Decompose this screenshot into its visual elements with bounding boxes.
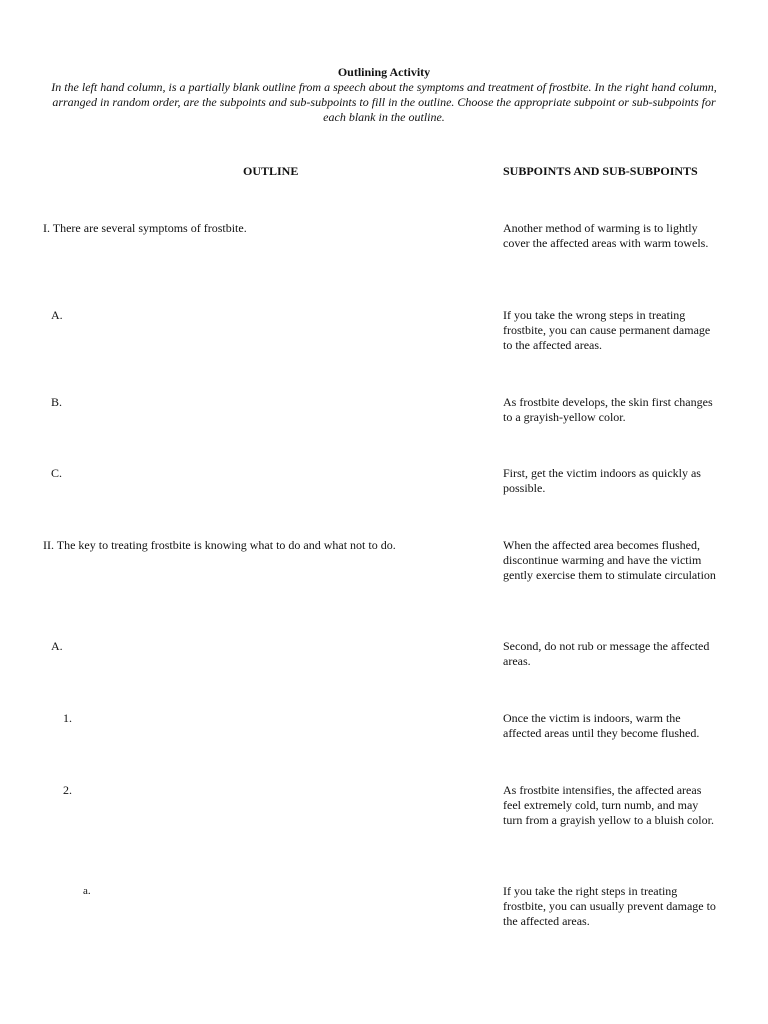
subpoint-item: As frostbite develops, the skin first changes to a grayish-yellow color. [503, 395, 713, 424]
outline-item-main-1: I. There are several symptoms of frostbite. [43, 221, 247, 235]
outline-item-2a: A. [51, 639, 63, 653]
outline-item-main-2: II. The key to treating frostbite is knowing what to do and what not to do. [43, 538, 396, 552]
subpoint-item: If you take the right steps in treating frostbite, you can usually prevent damage to the affected areas. [503, 884, 716, 928]
outline-item-1c: C. [51, 466, 63, 480]
outline-item-2a-2-a: a. [83, 885, 91, 897]
subpoints-column-heading: SUBPOINTS AND SUB-SUBPOINTS [503, 164, 698, 178]
subpoint-item: Once the victim is indoors, warm the affected areas until they become flushed. [503, 711, 700, 740]
subpoint-item: First, get the victim indoors as quickly as possible. [503, 466, 701, 495]
subpoint-item: Second, do not rub or message the affected areas. [503, 639, 710, 668]
subpoint-item: If you take the wrong steps in treating frostbite, you can cause permanent damage to the affected areas. [503, 308, 711, 352]
subpoint-item: Another method of warming is to lightly cover the affected areas with warm towels. [503, 221, 709, 250]
subpoint-item: When the affected area becomes flushed, discontinue warming and have the victim gently exercise them to stimulate circulation [503, 538, 716, 582]
subpoint-item: As frostbite intensifies, the affected areas feel extremely cold, turn numb, and may turn from a grayish yellow to a bluish color. [503, 783, 714, 827]
page-title: Outlining Activity [337, 65, 431, 79]
outline-item-1a: A. [51, 308, 63, 322]
outline-item-1b: B. [51, 395, 63, 409]
outline-column-heading: OUTLINE [243, 164, 299, 178]
outline-item-2a-2: 2. [63, 783, 72, 797]
outline-item-2a-1: 1. [63, 711, 72, 725]
instructions-text: In the left hand column, is a partially blank outline from a speech about the symptoms and treatment of frostbite. In the right hand column, arranged in random order, are the subpoints and sub-subpoints to fill in the outline. Choose the appropriate subpoint or sub-subpoints for each blank in the outline. [51, 80, 717, 124]
